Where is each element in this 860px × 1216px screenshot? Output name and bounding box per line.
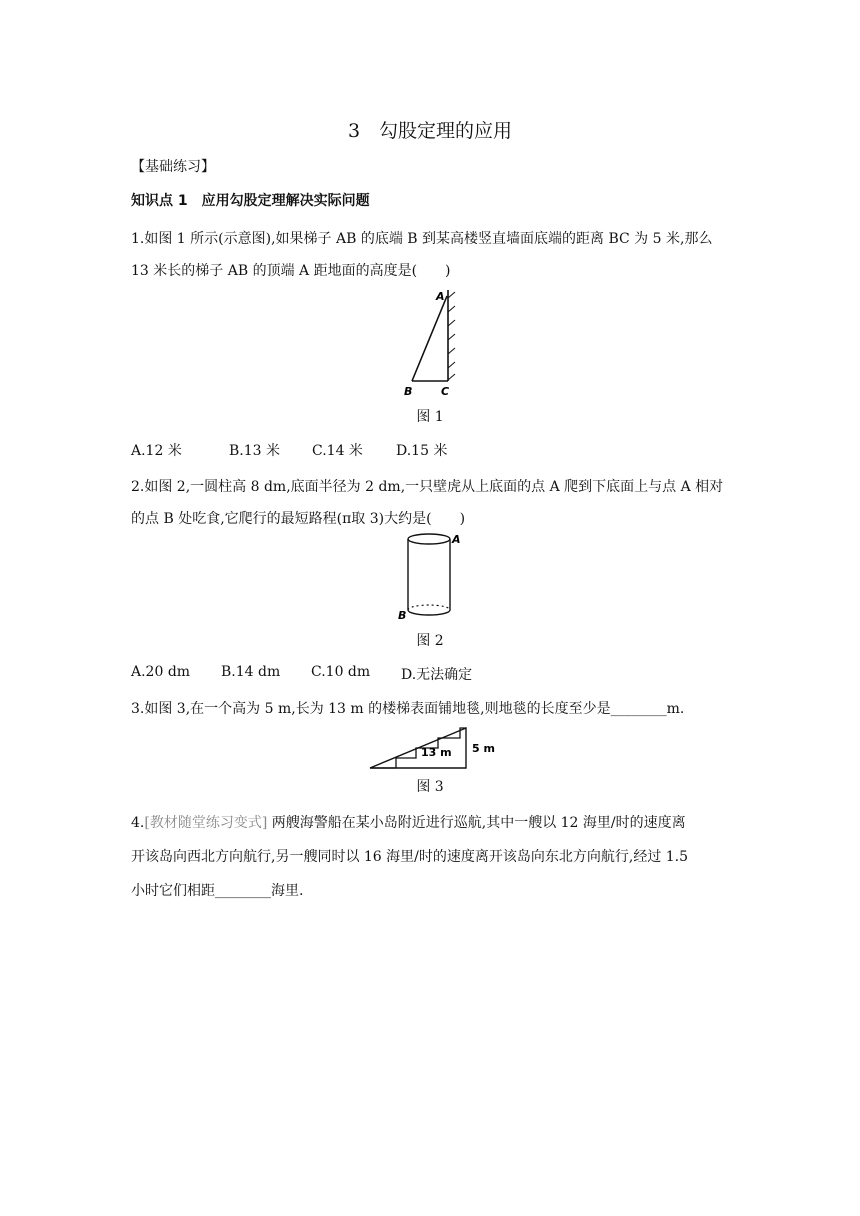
fig3-label-length: 13 m	[421, 746, 452, 759]
figure-1-caption: 图 1	[416, 409, 444, 425]
q2-option-b: B.14 dm	[221, 664, 281, 680]
q1-text-line-1: 1.如图 1 所示(示意图),如果梯子 AB 的底端 B 到某高楼竖直墙面底端的距离 BC 为 5 米,那么	[131, 231, 713, 247]
q3-text-line-1: 3.如图 3,在一个高为 5 m,长为 13 m 的楼梯表面铺地毯,则地毯的长度至少是________m.	[131, 701, 685, 717]
fig1-label-c: C	[441, 385, 450, 398]
page-title: 3 勾股定理的应用	[347, 120, 513, 142]
q2-option-d: D.无法确定	[401, 667, 473, 683]
q4-text-line-1	[131, 812, 686, 832]
q4-source-tag: [教材随堂练习变式]	[144, 815, 268, 831]
q4-line-1-text: 两艘海警船在某小岛附近进行巡航,其中一艘以 12 海里/时的速度离	[267, 815, 686, 831]
figure-2-cylinder-diagram	[398, 530, 468, 624]
q1-option-c: C.14 米	[312, 443, 363, 459]
q4-text-line-2: 开该岛向西北方向航行,另一艘同时以 16 海里/时的速度离开该岛向东北方向航行,经过 1.5	[131, 849, 689, 865]
q1-option-b: B.13 米	[229, 443, 281, 459]
figure-1-ladder-diagram	[398, 284, 468, 400]
q4-text-line-3: 小时它们相距________海里.	[131, 883, 304, 899]
q1-option-d: D.15 米	[396, 443, 448, 459]
knowledge-point-heading: 知识点 1 应用勾股定理解决实际问题	[131, 193, 370, 209]
fig3-label-height: 5 m	[472, 742, 495, 755]
fig1-label-a: A	[436, 290, 445, 303]
q2-option-c: C.10 dm	[311, 664, 371, 680]
q4-number: 4.	[131, 815, 145, 831]
section-heading: 【基础练习】	[131, 159, 215, 175]
fig1-label-b: B	[404, 385, 413, 398]
q2-text-line-1: 2.如图 2,一圆柱高 8 dm,底面半径为 2 dm,一只壁虎从上底面的点 A 爬到下底面上与点 A 相对	[131, 479, 724, 495]
q2-text-line-2: 的点 B 处吃食,它爬行的最短路程(π取 3)大约是( )	[131, 511, 466, 527]
fig2-label-a: A	[452, 533, 461, 546]
figure-2-caption: 图 2	[416, 633, 444, 649]
q1-text-line-2: 13 米长的梯子 AB 的顶端 A 距地面的高度是( )	[131, 263, 451, 279]
q1-option-a: A.12 米	[131, 443, 182, 459]
figure-3-caption: 图 3	[416, 779, 444, 795]
q2-option-a: A.20 dm	[131, 664, 191, 680]
figure-3-staircase-diagram	[366, 722, 496, 772]
fig2-label-b: B	[398, 609, 407, 622]
